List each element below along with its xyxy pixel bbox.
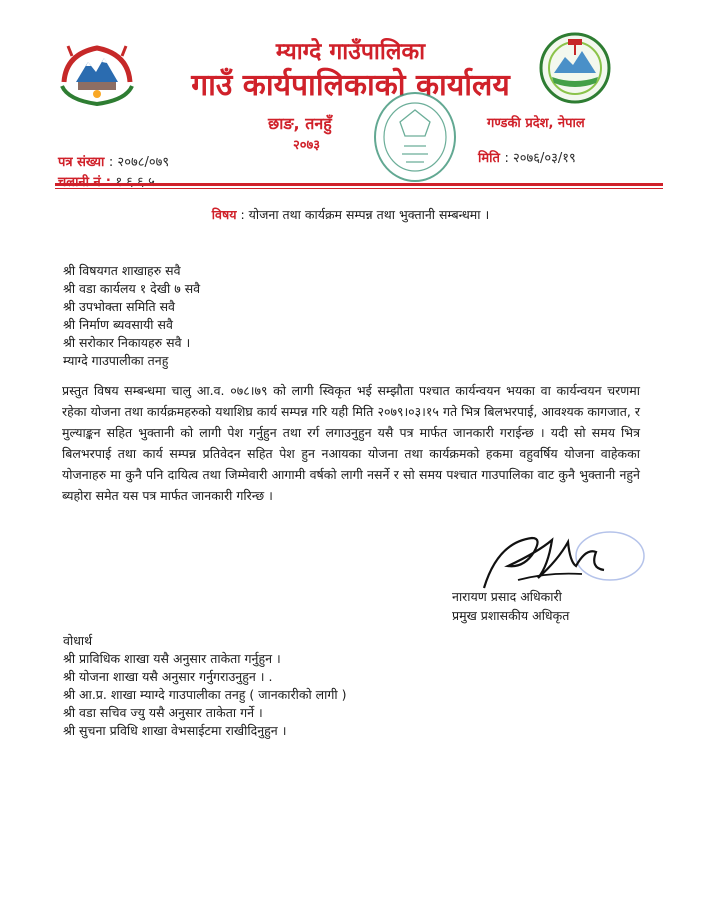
subject-text: : योजना तथा कार्यक्रम सम्पन्न तथा भुक्तानी सम्बन्धमा । bbox=[240, 207, 490, 222]
signatory-title: प्रमुख प्रशासकीय अधिकृत bbox=[452, 608, 570, 623]
cc-item: श्री आ.प्र. शाखा म्याग्दे गाउपालीका तनहु ( जानकारीको लागी ) bbox=[63, 687, 347, 702]
body-paragraph: प्रस्तुत विषय सम्बन्धमा चालु आ.व. ०७८।७९ को लागी स्विकृत भई सम्झौता पश्चात कार्यन्वयन भयका वा कार्यन्वयन चरणमा रहेका योजना तथा कार्यक्रमहरुको यथाशिघ्र कार्य सम्पन्न गरि यही मिति २०७९।०३।१५ गते भित्र बिलभरपाई, आवश्यक कागजात, र मुल्याङ्कन सहित भुक्तानी को लागी पेश गर्नुहुन तथा रर्ग लगाउनुहुन यसै पत्र मार्फत जानकारी गराईन्छ । यदी सो समय भित्र बिलभरपाई तथा कार्य सम्पन्न प्रतिवेदन सहित पेश हुन नआयका योजना तथा कार्यक्रमको हकमा वहुवर्षिय योजना वाहेकका योजनाहरु मा कुनै पनि दायित्व तथा जिम्मेवारी आगामी वर्षको लागी नसर्ने र सो समय पश्चात गाउपालिका वाट कुनै भुक्तानी नहुने ब्यहोरा समेत यस पत्र मार्फत जानकारी गरिन्छ । bbox=[62, 383, 640, 503]
province-label: गण्डकी प्रदेश, नेपाल bbox=[487, 116, 585, 131]
subject-label: विषय bbox=[211, 207, 237, 222]
office-location: छाङ, तनहुँ bbox=[268, 114, 332, 133]
cc-item: श्री वडा सचिव ज्यु यसै अनुसार ताकेता गर्ने । bbox=[63, 705, 263, 720]
office-stamp bbox=[370, 88, 460, 186]
date-label: मिति bbox=[478, 151, 500, 166]
office-title: गाउँ कार्यपालिकाको कार्यालय bbox=[191, 68, 510, 103]
recipient-item: श्री सरोकार निकायहरु सवै । bbox=[63, 335, 191, 350]
recipient-item: श्री वडा कार्यलय १ देखी ७ सवै bbox=[63, 281, 201, 296]
letter-number-value: : २०७८/०७९ bbox=[108, 155, 170, 170]
recipient-item: श्री निर्माण ब्यवसायी सवै bbox=[63, 317, 173, 332]
letter-date bbox=[478, 148, 576, 166]
header-divider bbox=[55, 183, 663, 186]
recipient-item: म्याग्दे गाउपालीका तनहु bbox=[63, 353, 169, 368]
cc-item: श्री योजना शाखा यसै अनुसार गर्नुगराउनुहुन । . bbox=[63, 669, 273, 684]
recipient-item: श्री विषयगत शाखाहरु सवै bbox=[63, 263, 181, 278]
recipient-item: श्री उपभोक्ता समिति सवै bbox=[63, 299, 175, 314]
date-value: : २०७६/०३/१९ bbox=[504, 151, 576, 166]
established-year: २०७३ bbox=[293, 138, 321, 153]
org-name: म्याग्दे गाउँपालिका bbox=[275, 39, 426, 65]
signatory-name: नारायण प्रसाद अधिकारी bbox=[452, 589, 562, 604]
letter-number-label: पत्र संख्या bbox=[58, 155, 105, 170]
header-divider-thin bbox=[55, 188, 663, 189]
letter-number bbox=[58, 152, 169, 170]
subject-line bbox=[0, 206, 701, 223]
cc-item: श्री प्राविधिक शाखा यसै अनुसार ताकेता गर्नुहुन । bbox=[63, 651, 281, 666]
cc-heading: वोधार्थ bbox=[63, 633, 93, 648]
cc-item: श्री सुचना प्रविधि शाखा वेभसाईटमा राखीदिनुहुन । bbox=[63, 723, 287, 738]
